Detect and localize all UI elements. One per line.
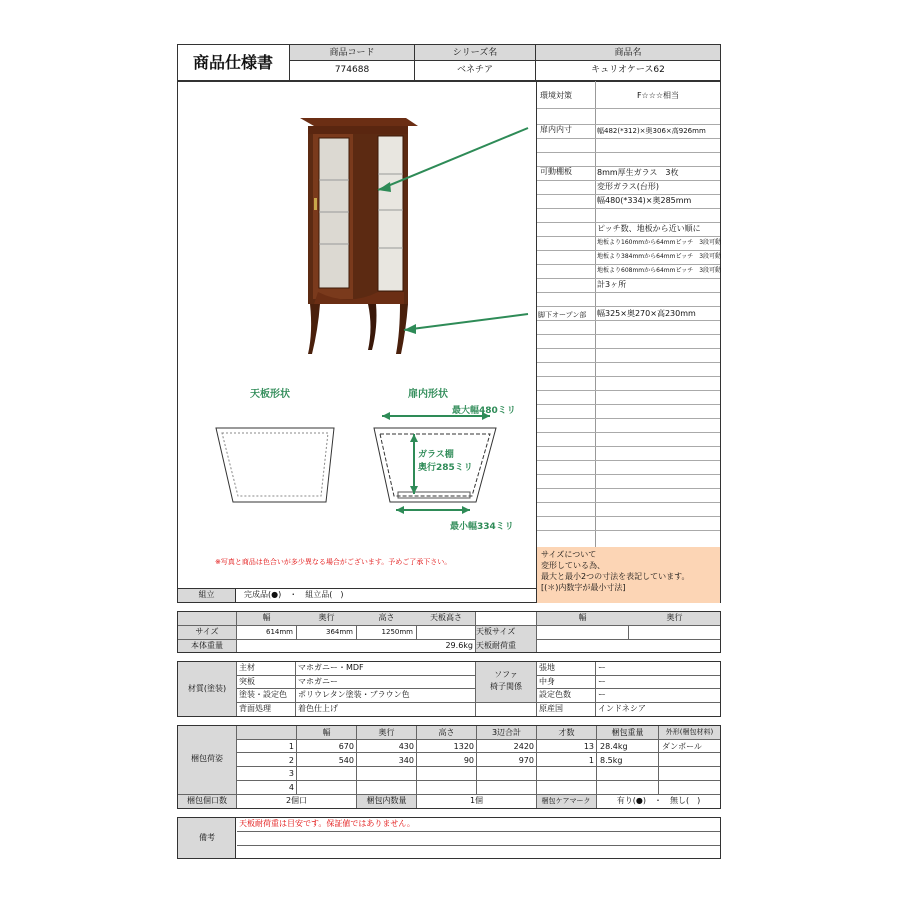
sofa-value: ー: [598, 690, 606, 699]
photo-note: ※写真と商品は色合いが多少異なる場合がございます。予めご了承下さい。: [215, 558, 452, 566]
glass-shelf-label-1: ガラス棚: [418, 450, 454, 460]
right-header-width: 幅: [578, 613, 587, 622]
material-key: 塗装・設定色: [239, 690, 287, 699]
sofa-label-1: ソファ: [494, 670, 518, 679]
packing-header: 才数: [558, 728, 575, 737]
material-key: 主材: [239, 663, 255, 672]
packing-header: 高さ: [438, 728, 455, 737]
shelf-label: 可動棚板: [540, 167, 572, 176]
remarks-label: 備考: [199, 833, 215, 842]
size-header-height: 高さ: [378, 613, 395, 622]
packing-label: 梱包荷姿: [191, 754, 223, 763]
packing-cell-sai: 1: [588, 755, 594, 765]
top-shape-label: 天板形状: [250, 389, 290, 400]
shelf-line: 地板より160mmから64mmピッチ 3段可動: [597, 239, 722, 246]
packing-header: 幅: [322, 728, 331, 737]
sofa-key: 張地: [539, 663, 555, 672]
shelf-line: 幅480(*334)×奥285mm: [597, 196, 692, 205]
packing-header: 3辺合計: [491, 728, 522, 737]
packing-cell-mat: ダンボール: [662, 742, 702, 751]
min-width-label: 最小幅334ミリ: [450, 522, 514, 532]
size-note-line4: [(＊)内数字が最小寸法]: [541, 583, 626, 592]
material-key: 突板: [239, 676, 255, 686]
material-value: マホガニー: [298, 676, 338, 686]
max-width-label: 最大幅480ミリ: [452, 406, 516, 416]
packing-cell-sum: 970: [518, 755, 534, 765]
sofa-value: ー: [598, 663, 606, 672]
material-value: 着色仕上げ: [298, 703, 338, 713]
sofa-label-2: 椅子関係: [490, 682, 522, 691]
cabinet-illustration: [178, 82, 536, 552]
product-code-value: 774688: [290, 61, 415, 80]
page-title: 商品仕様書: [177, 44, 290, 81]
top-size-label: 天板サイズ: [476, 627, 516, 636]
weight-value: 29.6kg: [445, 641, 473, 650]
door-inner-label: 扉内内寸: [540, 125, 572, 134]
packing-cell-kg: 8.5kg: [600, 755, 623, 765]
shelf-line: 地板より384mmから64mmピッチ 3段可動: [597, 253, 722, 260]
top-shape-diagram: [216, 428, 334, 502]
packing-cell-w: 670: [338, 742, 354, 751]
packing-cell-h: 90: [463, 755, 474, 765]
size-width-value: 614mm: [266, 628, 293, 636]
packing-header: 外形(梱包材料): [665, 728, 714, 736]
door-shape-label: 扉内形状: [408, 389, 448, 400]
size-note: [537, 547, 720, 603]
material-value: ポリウレタン塗装・ブラウン色: [298, 690, 410, 699]
product-code-label: 商品コード: [290, 45, 415, 61]
packing-cell-h: 1320: [453, 742, 474, 751]
packing-cell-kg: 28.4kg: [600, 742, 628, 751]
packing-header: 梱包重量: [611, 728, 644, 737]
packing-cell-d: 340: [398, 755, 414, 765]
care-label: 梱包ケアマーク: [541, 797, 591, 805]
packing-cell-sai: 13: [583, 742, 594, 751]
top-load-label: 天板耐荷重: [476, 641, 516, 650]
product-name-label: 商品名: [536, 45, 720, 61]
series-value: ベネチア: [415, 61, 536, 80]
glass-shelf-label-2: 奥行285ミリ: [418, 463, 473, 473]
arrow-open-area: [404, 314, 528, 330]
size-note-line1: サイズについて: [541, 550, 597, 559]
door-inner-value: 幅482(*312)×奥306×高926mm: [597, 127, 706, 135]
count-value: 2個口: [285, 796, 308, 805]
packing-cell-n: 4: [288, 782, 294, 792]
remarks-text: 天板耐荷重は目安です。保証値ではありません。: [239, 819, 415, 828]
inner-value: 1個: [469, 796, 484, 805]
shelf-line: 地板より608mmから64mmピッチ 3段可動: [597, 267, 722, 274]
env-label: 環境対策: [540, 91, 572, 100]
packing-cell-n: 3: [288, 769, 294, 779]
shelf-line: ピッチ数、地板から近い順に: [597, 224, 701, 233]
material-label: 材質(塗装): [187, 684, 227, 693]
right-header-depth: 奥行: [666, 613, 683, 622]
shelf-line: 変形ガラス(台形): [597, 182, 660, 191]
size-label: サイズ: [195, 627, 219, 636]
assembly-value: 完成品(●) ・ 組立品( ): [244, 590, 344, 599]
product-name-value: キュリオケース62: [591, 65, 665, 75]
packing-cell-d: 430: [398, 742, 414, 751]
inner-label: 梱包内数量: [366, 796, 407, 805]
origin-value: インドネシア: [598, 704, 646, 713]
sofa-key: 設定色数: [539, 690, 571, 699]
size-note-line2: 変形している為、: [541, 561, 605, 570]
care-value: 有り(●) ・ 無し( ): [616, 796, 701, 805]
origin-label: 原産国: [539, 704, 563, 713]
packing-cell-n: 2: [288, 755, 294, 765]
size-header-depth: 奥行: [318, 613, 335, 622]
size-depth-value: 364mm: [326, 628, 353, 636]
packing-cell-w: 540: [338, 755, 354, 765]
cabinet-photo: [300, 118, 418, 354]
weight-label: 本体重量: [191, 641, 223, 650]
count-label: 梱包個口数: [187, 796, 227, 805]
packing-header: 奥行: [378, 728, 395, 737]
material-key: 背面処理: [239, 703, 271, 713]
size-note-line3: 最大と最小2つの寸法を表記しています。: [541, 572, 690, 581]
env-value: F☆☆☆相当: [636, 91, 680, 100]
open-value: 幅325×奥270×高230mm: [597, 309, 696, 318]
shelf-line: 計3ヶ所: [597, 280, 627, 289]
material-value: マホガニー・MDF: [298, 663, 364, 672]
size-header-top-height: 天板高さ: [430, 613, 462, 622]
shelf-line: [597, 208, 721, 222]
size-height-value: 1250mm: [381, 628, 413, 636]
packing-cell-sum: 2420: [513, 742, 534, 751]
sofa-key: 中身: [539, 676, 555, 686]
sofa-value: ー: [598, 676, 606, 686]
packing-cell-n: 1: [288, 742, 294, 751]
open-label: 脚下オープン部: [538, 311, 587, 319]
assembly-label: 組立: [178, 589, 236, 602]
size-header-width: 幅: [262, 613, 271, 622]
series-label: シリーズ名: [415, 45, 536, 61]
shelf-line: 8mm厚生ガラス 3枚: [597, 168, 679, 177]
